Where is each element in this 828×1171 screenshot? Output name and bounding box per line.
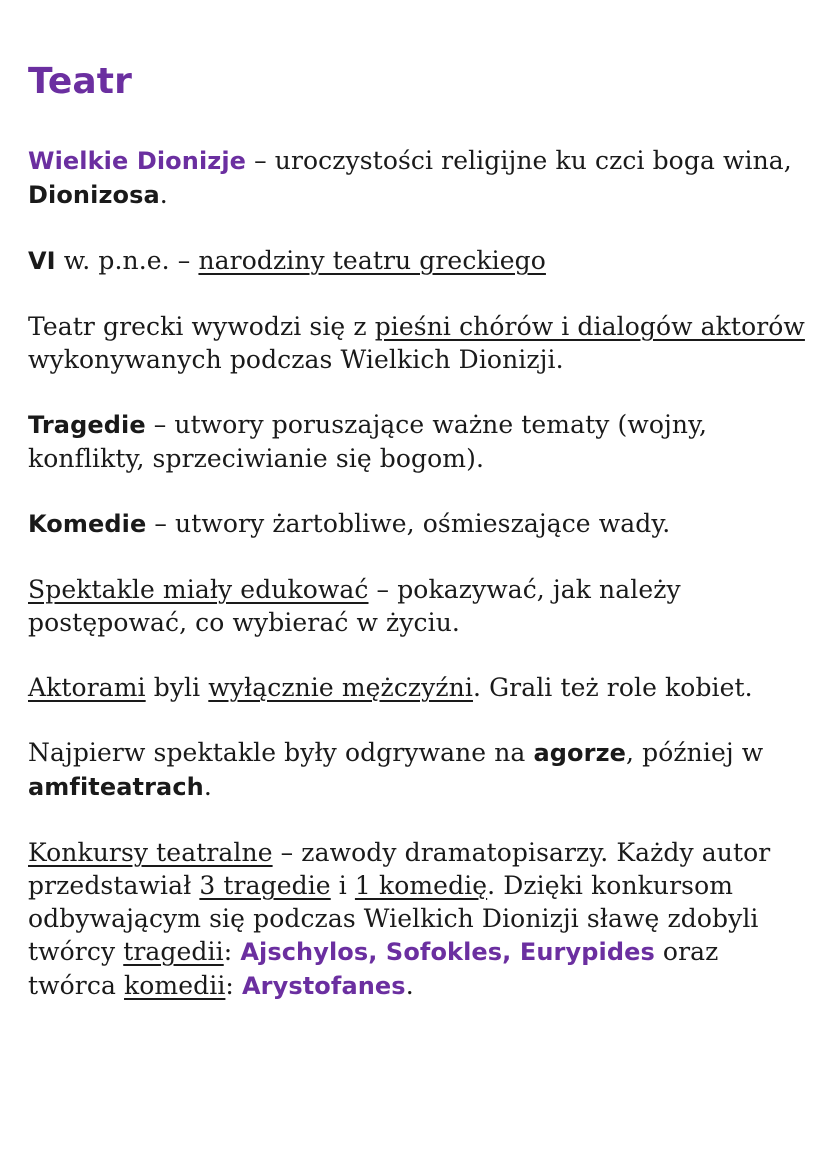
term-wielkie-dionizje: Wielkie Dionizje	[28, 147, 247, 175]
text-segment: . Grali też role kobiet.	[472, 673, 753, 702]
text-segment: :	[225, 971, 242, 1000]
paragraph-tragedie	[28, 408, 813, 475]
underlined-phrase: komedii	[124, 971, 226, 1000]
underlined-phrase: Aktorami	[28, 673, 146, 702]
paragraph-origin-date	[28, 244, 813, 278]
underlined-phrase: narodziny teatru greckiego	[198, 246, 546, 275]
document-page	[28, 60, 813, 1035]
term-comedian: Arystofanes	[242, 972, 406, 1000]
text-segment: .	[405, 971, 414, 1000]
paragraph-origin	[28, 310, 813, 376]
text-segment: .	[159, 180, 168, 209]
underlined-phrase: 1 komedię	[354, 871, 488, 900]
paragraph-konkursy	[28, 836, 813, 1003]
text-segment: wykonywanych podczas Wielkich Dionizji.	[28, 345, 564, 374]
term-century: VI	[28, 247, 56, 275]
text-segment: – uroczystości religijne ku czci boga wina,	[246, 146, 792, 175]
text-segment: – pokazywać, jak należy postępować, co wybierać w życiu.	[28, 575, 681, 637]
text-segment: – utwory żartobliwe, ośmieszające wady.	[146, 509, 671, 538]
paragraph-aktorzy	[28, 671, 813, 704]
paragraph-komedie	[28, 507, 813, 541]
text-segment: :	[223, 937, 241, 966]
text-segment: – utwory poruszające ważne tematy (wojny, konflikty, sprzeciwianie się bogom).	[28, 410, 708, 473]
underlined-phrase: 3 tragedie	[199, 871, 331, 900]
text-segment: byli	[145, 673, 209, 702]
text-segment: i	[330, 871, 355, 900]
term-dionizos: Dionizosa	[28, 181, 160, 209]
term-amfiteatry: amfiteatrach	[28, 773, 204, 801]
underlined-phrase: wyłącznie mężczyźni	[208, 673, 473, 702]
term-tragedie: Tragedie	[28, 411, 146, 439]
underlined-phrase: Konkursy teatralne	[28, 838, 273, 867]
page-title: Teatr	[28, 61, 132, 102]
underlined-phrase: tragedii	[123, 937, 224, 966]
text-segment: Najpierw spektakle były odgrywane na	[28, 738, 534, 767]
text-segment: Teatr grecki wywodzi się z	[28, 312, 375, 341]
term-komedie: Komedie	[28, 510, 147, 538]
text-segment: w. p.n.e. –	[55, 246, 199, 275]
text-segment: , później w	[626, 738, 764, 767]
paragraph-miejsca	[28, 736, 813, 804]
term-agora: agorze	[533, 739, 627, 767]
paragraph-spektakle	[28, 573, 813, 639]
text-segment: – zawody dramatopisarzy. Każdy autor przedstawiał	[28, 838, 771, 900]
paragraph-wielkie-dionizje	[28, 144, 813, 212]
text-segment: . Dzięki konkursom odbywającym się podczas Wielkich Dionizji sławę zdobyli twórcy	[28, 871, 759, 966]
underlined-phrase: Spektakle miały edukować	[28, 575, 369, 604]
underlined-phrase: pieśni chórów i dialogów aktorów	[374, 312, 805, 341]
term-tragedians: Ajschylos, Sofokles, Eurypides	[240, 938, 655, 966]
text-segment: oraz twórca	[28, 937, 719, 1000]
text-segment: .	[203, 772, 212, 801]
